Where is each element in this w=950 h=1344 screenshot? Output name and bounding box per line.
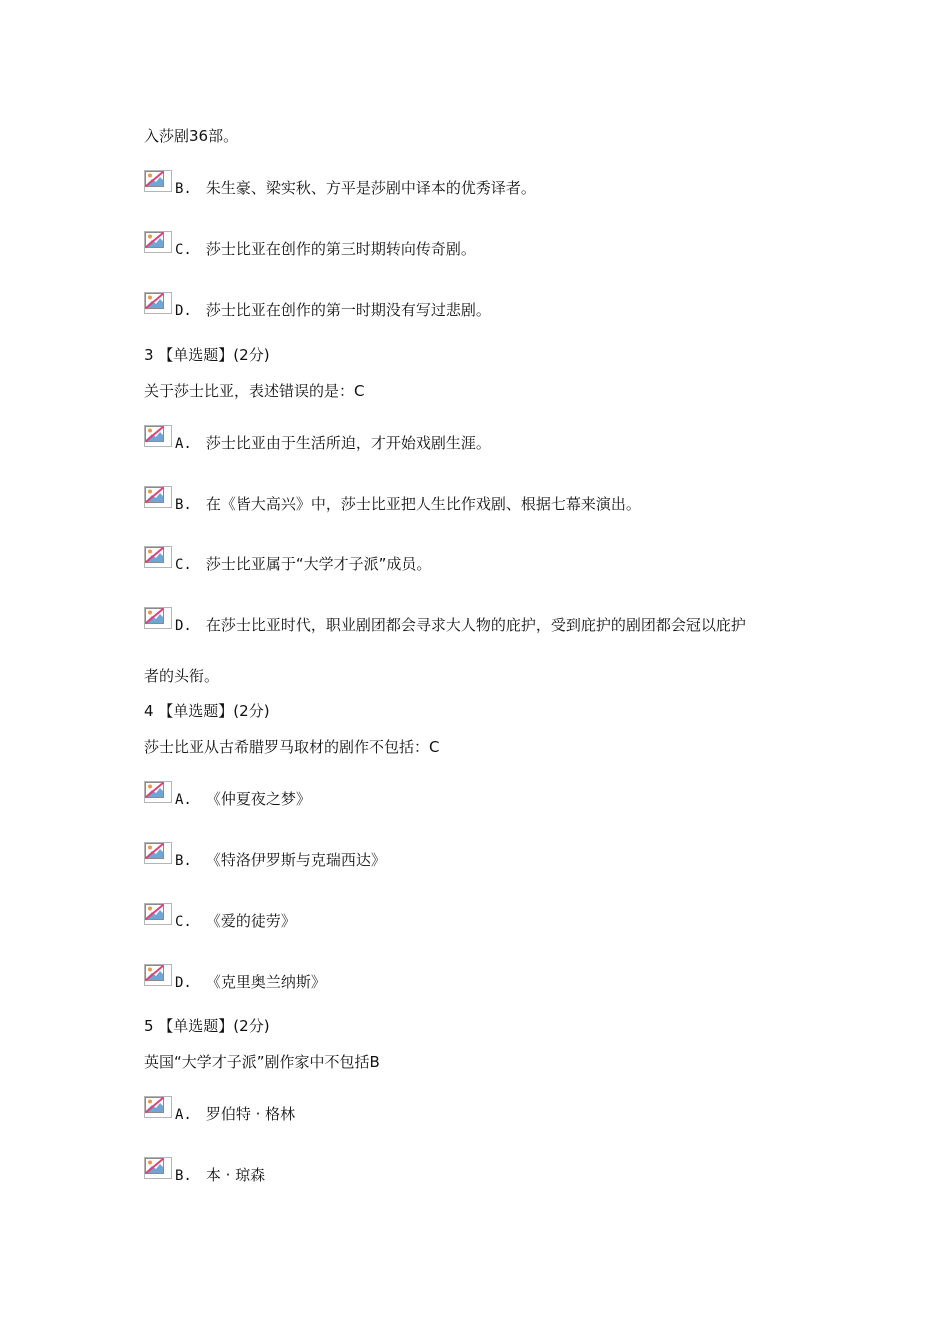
broken-image-icon — [144, 964, 172, 986]
option-text: 罗伯特 · 格林 — [205, 1105, 296, 1123]
question-5-header: 5 【单选题】(2分) — [144, 1017, 270, 1035]
option-letter: B. — [175, 497, 192, 513]
option-text: 朱生豪、梁实秋、方平是莎剧中译本的优秀译者。 — [205, 179, 536, 197]
option-letter: A. — [175, 1107, 192, 1123]
question-2-continuation: 入莎剧36部。 — [144, 127, 239, 145]
option-letter: D. — [175, 618, 192, 634]
option-text: 《克里奥兰纳斯》 — [205, 973, 326, 991]
broken-image-icon — [144, 486, 172, 508]
option-text: 在《皆大高兴》中，莎士比亚把人生比作戏剧、根据七幕来演出。 — [205, 495, 641, 513]
question-5-stem: 英国“大学才子派”剧作家中不包括B — [144, 1053, 380, 1071]
broken-image-icon — [144, 781, 172, 803]
question-3-stem: 关于莎士比亚，表述错误的是：C — [144, 382, 365, 400]
broken-image-icon — [144, 607, 172, 629]
broken-image-icon — [144, 1096, 172, 1118]
option-text: 在莎士比亚时代，职业剧团都会寻求大人物的庇护，受到庇护的剧团都会冠以庇护 — [205, 616, 746, 634]
option-letter: C. — [175, 557, 192, 573]
question-4-stem: 莎士比亚从古希腊罗马取材的剧作不包括：C — [144, 738, 440, 756]
broken-image-icon — [144, 842, 172, 864]
option-letter: B. — [175, 181, 192, 197]
option-text: 《仲夏夜之梦》 — [205, 790, 311, 808]
option-letter: D. — [175, 303, 192, 319]
broken-image-icon — [144, 1157, 172, 1179]
option-text: 莎士比亚在创作的第三时期转向传奇剧。 — [205, 240, 476, 258]
option-letter: B. — [175, 853, 192, 869]
broken-image-icon — [144, 903, 172, 925]
option-text: 本 · 琼森 — [205, 1166, 266, 1184]
option-text: 莎士比亚由于生活所迫，才开始戏剧生涯。 — [205, 434, 491, 452]
broken-image-icon — [144, 170, 172, 192]
question-4-header: 4 【单选题】(2分) — [144, 702, 270, 720]
option-letter: D. — [175, 975, 192, 991]
q3-option-d-continuation: 者的头衔。 — [144, 667, 220, 685]
option-text: 《爱的徒劳》 — [205, 912, 296, 930]
question-3-header: 3 【单选题】(2分) — [144, 346, 270, 364]
broken-image-icon — [144, 425, 172, 447]
option-letter: A. — [175, 436, 192, 452]
option-text: 《特洛伊罗斯与克瑞西达》 — [205, 851, 386, 869]
option-letter: A. — [175, 792, 192, 808]
broken-image-icon — [144, 231, 172, 253]
broken-image-icon — [144, 292, 172, 314]
option-letter: C. — [175, 242, 192, 258]
option-text: 莎士比亚属于“大学才子派”成员。 — [205, 555, 432, 573]
option-letter: C. — [175, 914, 192, 930]
broken-image-icon — [144, 546, 172, 568]
option-letter: B. — [175, 1168, 192, 1184]
option-text: 莎士比亚在创作的第一时期没有写过悲剧。 — [205, 301, 491, 319]
